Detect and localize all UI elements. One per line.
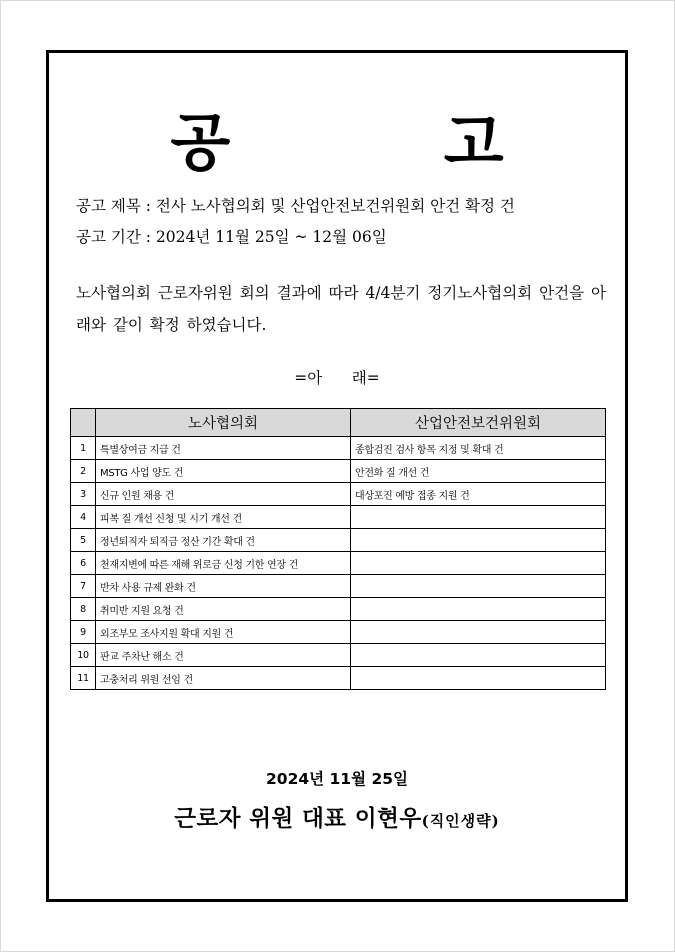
labor-council-item: 정년퇴직자 퇴직금 정산 기간 확대 건 xyxy=(96,529,351,552)
representative-name: 근로자 위원 대표 이현우 xyxy=(174,806,422,832)
safety-committee-item xyxy=(351,621,606,644)
labor-council-item: 반차 사용 규제 완화 건 xyxy=(96,575,351,598)
notice-period: 공고 기간 : 2024년 11월 25일 ~ 12월 06일 xyxy=(76,228,387,246)
table-row xyxy=(71,621,606,644)
labor-council-item: 판교 주차난 해소 건 xyxy=(96,644,351,667)
row-number: 8 xyxy=(71,598,96,621)
row-number: 5 xyxy=(71,529,96,552)
notice-subject: 공고 제목 : 전사 노사협의회 및 산업안전보건위원회 안건 확정 건 xyxy=(76,197,515,215)
labor-council-item: 고충처리 위원 선임 건 xyxy=(96,667,351,690)
row-number: 2 xyxy=(71,460,96,483)
safety-committee-item xyxy=(351,552,606,575)
table-row xyxy=(71,529,606,552)
safety-committee-item xyxy=(351,506,606,529)
header-number xyxy=(71,409,96,437)
row-number: 11 xyxy=(71,667,96,690)
header-labor-council: 노사협의회 xyxy=(96,409,351,437)
safety-committee-item xyxy=(351,667,606,690)
header-safety-committee: 산업안전보건위원회 xyxy=(351,409,606,437)
notice-body: 노사협의회 근로자위원 회의 결과에 따라 4/4분기 정기노사협의회 안건을 아래와 같이 확정 하였습니다. xyxy=(76,284,606,334)
table-header-row xyxy=(71,409,606,437)
table-row xyxy=(71,667,606,690)
row-number: 7 xyxy=(71,575,96,598)
labor-council-item: MSTG 사업 양도 건 xyxy=(96,460,351,483)
row-number: 3 xyxy=(71,483,96,506)
safety-committee-item: 안전화 질 개선 건 xyxy=(351,460,606,483)
safety-committee-item xyxy=(351,575,606,598)
row-number: 4 xyxy=(71,506,96,529)
table-row xyxy=(71,644,606,667)
row-number: 6 xyxy=(71,552,96,575)
labor-council-item: 외조부모 조사지원 확대 지원 건 xyxy=(96,621,351,644)
agenda-table xyxy=(70,408,606,690)
safety-committee-item xyxy=(351,598,606,621)
notice-title: 공 고 xyxy=(170,106,600,179)
safety-committee-item: 대상포진 예방 접종 지원 건 xyxy=(351,483,606,506)
notice-date: 2024년 11월 25일 xyxy=(266,770,408,788)
table-row xyxy=(71,460,606,483)
row-number: 1 xyxy=(71,437,96,460)
table-row xyxy=(71,575,606,598)
safety-committee-item xyxy=(351,529,606,552)
table-row xyxy=(71,483,606,506)
table-row xyxy=(71,506,606,529)
labor-council-item: 천재지변에 따른 재해 위로금 신청 기한 연장 건 xyxy=(96,552,351,575)
table-row xyxy=(71,598,606,621)
representative-signature xyxy=(49,801,625,833)
safety-committee-item: 종합검진 검사 항목 지정 및 확대 건 xyxy=(351,437,606,460)
labor-council-item: 피복 질 개선 신청 및 시기 개선 건 xyxy=(96,506,351,529)
notice-frame xyxy=(46,50,628,902)
labor-council-item: 취미반 지원 요청 건 xyxy=(96,598,351,621)
below-marker: =아 래= xyxy=(294,369,380,387)
row-number: 9 xyxy=(71,621,96,644)
safety-committee-item xyxy=(351,644,606,667)
labor-council-item: 신규 인원 채용 건 xyxy=(96,483,351,506)
seal-omitted-note: (직인생략) xyxy=(421,812,500,830)
table-row xyxy=(71,437,606,460)
table-row xyxy=(71,552,606,575)
row-number: 10 xyxy=(71,644,96,667)
labor-council-item: 특별상여금 지급 건 xyxy=(96,437,351,460)
